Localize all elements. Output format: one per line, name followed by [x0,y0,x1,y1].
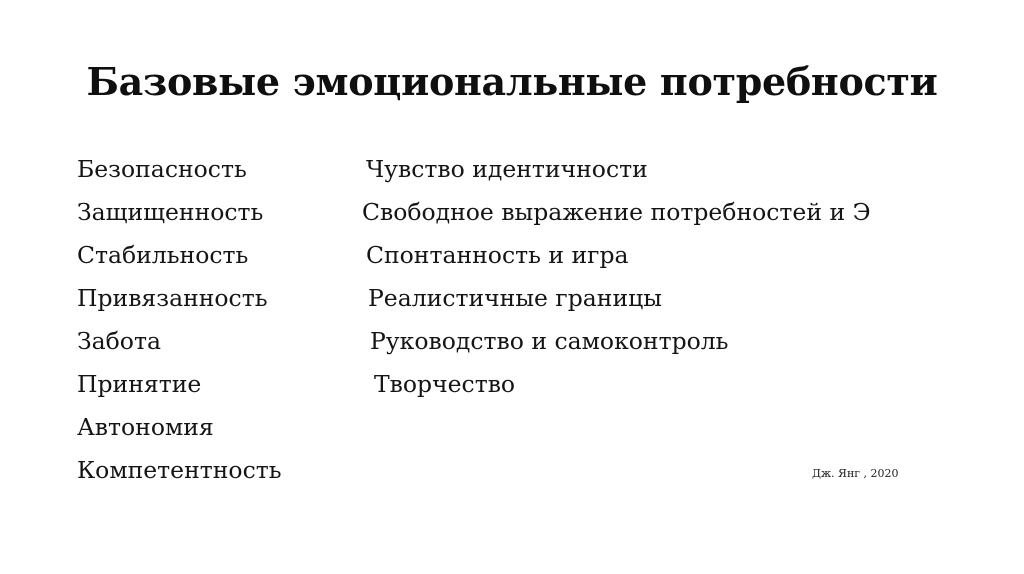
list-item: Спонтанность и игра [366,241,629,269]
list-item: Свободное выражение потребностей и Э [362,198,871,226]
list-item: Стабильность [77,241,249,269]
list-item: Компетентность [77,456,282,484]
left-needs-list [77,148,282,492]
slide-title: Базовые эмоциональные потребности [86,59,938,104]
list-item: Защищенность [77,198,264,226]
list-item: Автономия [77,413,214,441]
right-needs-list [362,148,871,406]
list-item: Привязанность [77,284,268,312]
list-item: Принятие [77,370,202,398]
list-item: Реалистичные границы [368,284,662,312]
list-item: Забота [77,327,161,355]
list-item: Безопасность [77,155,247,183]
list-item: Чувство идентичности [366,155,648,183]
author-credit: Дж. Янг , 2020 [812,467,899,480]
list-item: Творчество [374,370,516,398]
list-item: Руководство и самоконтроль [370,327,729,355]
